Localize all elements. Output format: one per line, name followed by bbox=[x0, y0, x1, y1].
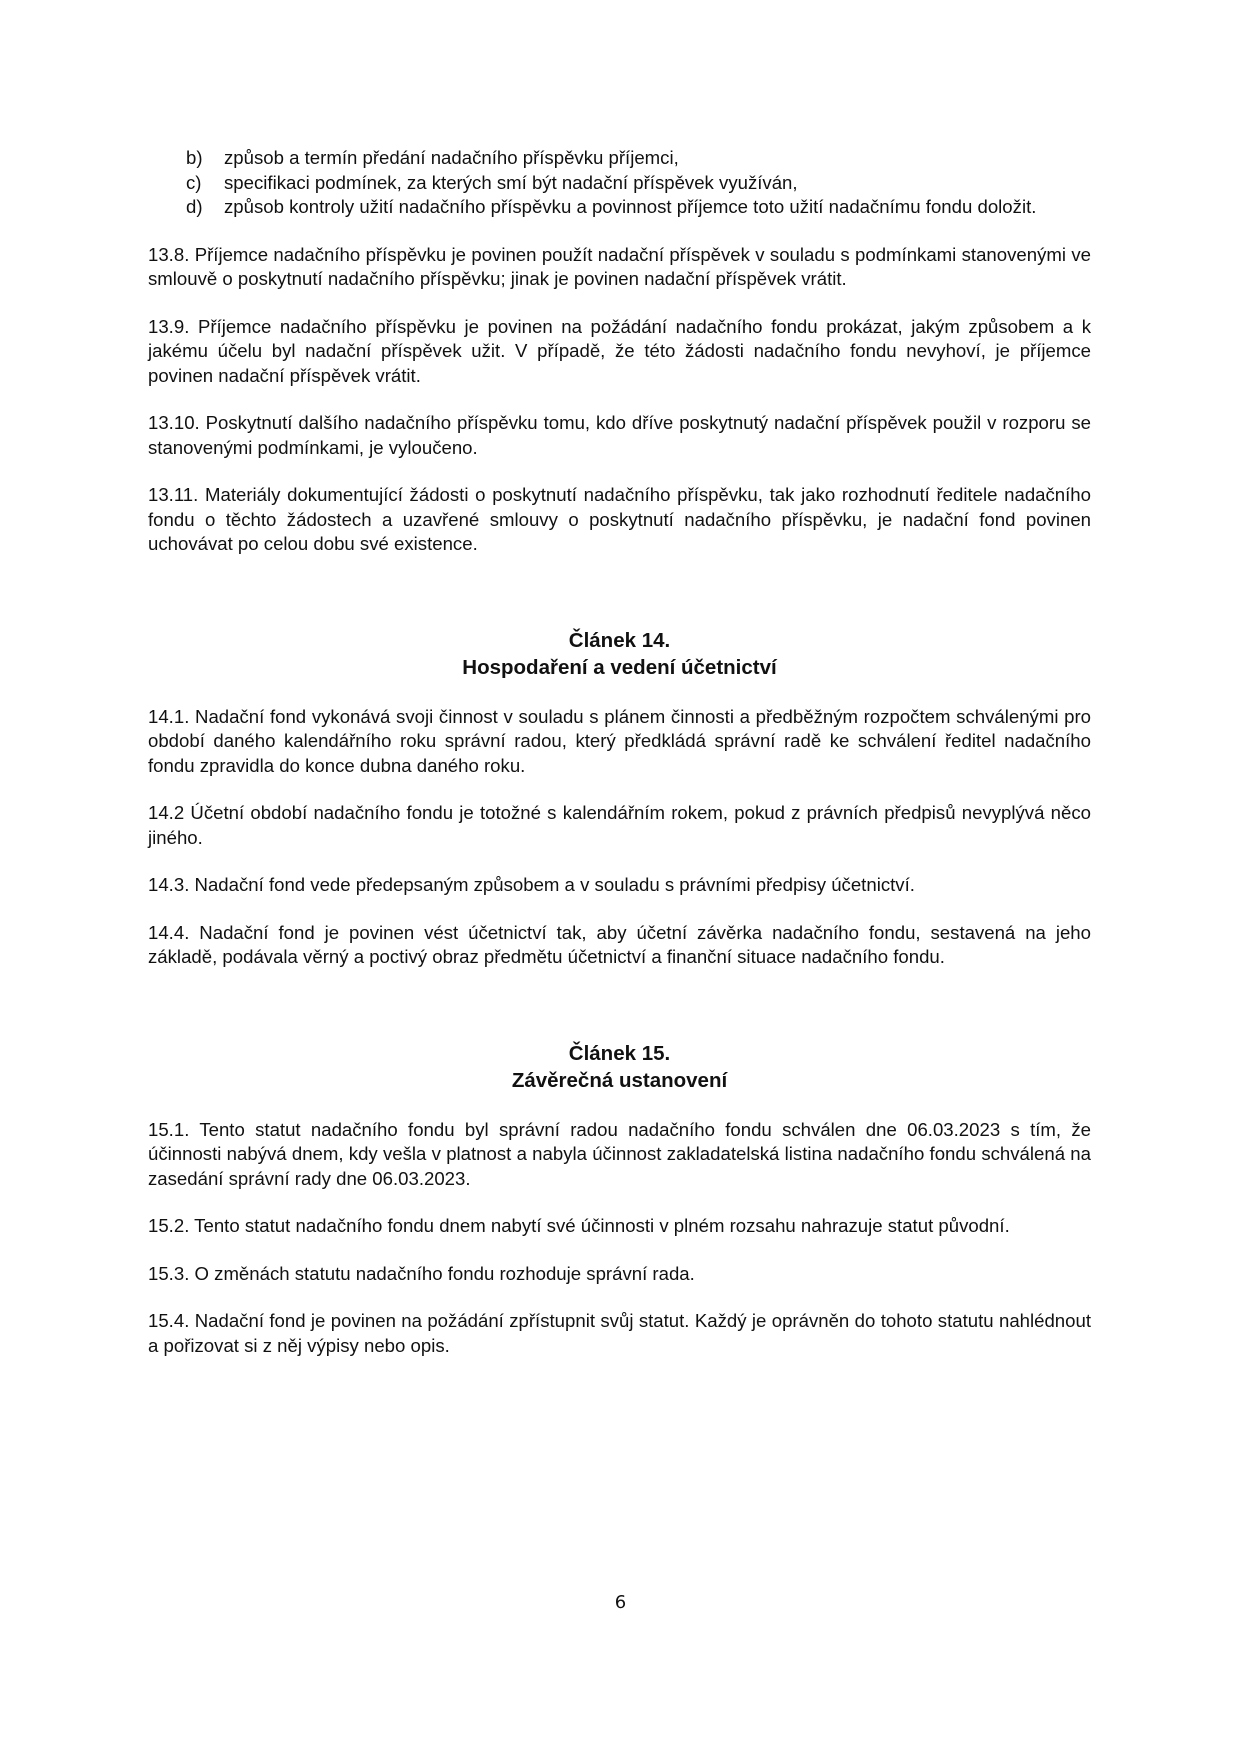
list-text: způsob kontroly užití nadačního příspěvku a povinnost příjemce toto užití nadačnímu fondu doložit. bbox=[224, 196, 1037, 217]
paragraph-14-3: 14.3. Nadační fond vede předepsaným způsobem a v souladu s právními předpisy účetnictví. bbox=[148, 874, 915, 895]
condition-list bbox=[148, 146, 1091, 220]
article-14-number: Článek 14. bbox=[568, 628, 671, 652]
page-number: 6 bbox=[614, 1592, 627, 1613]
paragraph-14-1: 14.1. Nadační fond vykonává svoji činnost v souladu s plánem činnosti a předběžným rozpočtem schválenými pro období daného kalendářního roku správní radou, který předkládá správní radě ke schválení ředitel nadačního fondu zpravidla do konce dubna daného roku. bbox=[148, 705, 1091, 776]
list-marker: c) bbox=[186, 171, 202, 193]
article-14-title: Hospodaření a vedení účetnictví bbox=[462, 655, 777, 679]
paragraph-14-4: 14.4. Nadační fond je povinen vést účetnictví tak, aby účetní závěrka nadačního fondu, sestavená na jeho základě, podávala věrný a poctivý obraz předmětu účetnictví a finanční situace nadačního fondu. bbox=[148, 921, 1091, 967]
paragraph-13-11: 13.11. Materiály dokumentující žádosti o poskytnutí nadačního příspěvku, tak jako rozhodnutí ředitele nadačního fondu o těchto žádostech a uzavřené smlouvy o poskytnutí nadačního příspěvku, je nadační fond povinen uchovávat po celou dobu své existence. bbox=[148, 484, 1091, 554]
paragraph-13-8: 13.8. Příjemce nadačního příspěvku je povinen použít nadační příspěvek v souladu s podmínkami stanovenými ve smlouvě o poskytnutí nadačního příspěvku; jinak je povinen nadační příspěvek vrátit. bbox=[148, 243, 1091, 289]
paragraph-15-4: 15.4. Nadační fond je povinen na požádání zpřístupnit svůj statut. Každý je oprávněn do tohoto statutu nahlédnout a pořizovat si z něj výpisy nebo opis. bbox=[148, 1310, 1091, 1356]
document-page bbox=[148, 146, 1091, 1358]
article-15-title: Závěrečná ustanovení bbox=[511, 1068, 728, 1092]
list-text: způsob a termín předání nadačního příspěvku příjemci, bbox=[224, 147, 679, 168]
list-item bbox=[148, 195, 1091, 220]
paragraph-13-10: 13.10. Poskytnutí dalšího nadačního příspěvku tomu, kdo dříve poskytnutý nadační příspěvek použil v rozporu se stanovenými podmínkami, je vyloučeno. bbox=[148, 412, 1091, 458]
paragraph-15-3: 15.3. O změnách statutu nadačního fondu rozhoduje správní rada. bbox=[148, 1262, 695, 1284]
list-text: specifikaci podmínek, za kterých smí být nadační příspěvek využíván, bbox=[224, 171, 798, 193]
article-15-number: Článek 15. bbox=[568, 1041, 671, 1065]
paragraph-14-2: 14.2 Účetní období nadačního fondu je totožné s kalendářním rokem, pokud z právních předpisů nevyplývá něco jiného. bbox=[148, 802, 1091, 848]
list-item bbox=[148, 146, 1091, 171]
list-marker: d) bbox=[186, 196, 203, 217]
paragraph-13-9: 13.9. Příjemce nadačního příspěvku je povinen na požádání nadačního fondu prokázat, jakým způsobem a k jakému účelu byl nadační příspěvek užit. V případě, že této žádosti nadačního fondu nevyhoví, je příjemce povinen nadační příspěvek vrátit. bbox=[148, 315, 1091, 386]
list-marker: b) bbox=[186, 147, 203, 168]
list-item bbox=[148, 171, 1091, 196]
paragraph-15-2: 15.2. Tento statut nadačního fondu dnem nabytí své účinnosti v plném rozsahu nahrazuje statut původní. bbox=[148, 1215, 1010, 1236]
paragraph-15-1: 15.1. Tento statut nadačního fondu byl správní radou nadačního fondu schválen dne 06.03.2023 s tím, že účinnosti nabývá dnem, kdy vešla v platnost a nabyla účinnost zakladatelská listina nadačního fondu schválená na zasedání správní rady dne 06.03.2023. bbox=[148, 1118, 1091, 1189]
